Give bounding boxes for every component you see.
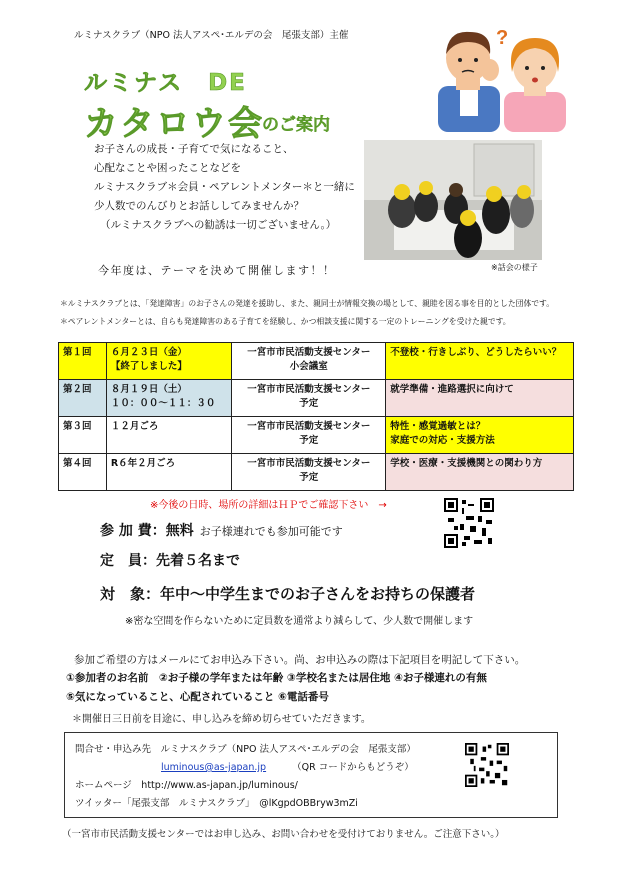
session-date-sub: 【終了しました】 bbox=[110, 361, 187, 372]
fee-text: 参 加 費：無料 bbox=[100, 523, 194, 539]
session-theme-main: 就学準備・進路選択に向けて bbox=[390, 384, 514, 395]
meeting-photo bbox=[364, 140, 542, 260]
session-place-sub: 予定 bbox=[299, 398, 319, 409]
session-place bbox=[232, 380, 386, 417]
intro-line: ルミナスクラブ＊会員・ペアレントメンター＊と一緒に bbox=[94, 181, 355, 193]
session-number: 第３回 bbox=[59, 417, 107, 454]
session-place-sub: 予定 bbox=[299, 435, 319, 446]
session-date bbox=[106, 343, 232, 380]
session-place bbox=[232, 417, 386, 454]
session-place-sub: 小会議室 bbox=[289, 361, 328, 372]
fee-sub: お子様連れでも参加可能です bbox=[199, 525, 343, 538]
apply-intro: 参加ご希望の方はメールにてお申込み下さい。尚、お申込みの際は下記項目を明記して下さい。 bbox=[74, 654, 526, 666]
intro-line: 心配なことや困ったことなどを bbox=[94, 162, 241, 174]
session-place-main: 一宮市市民活動支援センター bbox=[247, 458, 371, 469]
schedule-table bbox=[58, 342, 574, 491]
session-number: 第１回 bbox=[59, 343, 107, 380]
session-place bbox=[232, 343, 386, 380]
session-place-main: 一宮市市民活動支援センター bbox=[247, 384, 371, 395]
intro-line: （ルミナスクラブへの勧誘は一切ございません。） bbox=[100, 219, 337, 231]
hp-note: ※今後の日時、場所の詳細はＨＰでご確認下さい → bbox=[150, 500, 387, 511]
target-row: 対 象：年中～中学生までのお子さんをお持ちの保護者 bbox=[100, 585, 476, 603]
worried-parents-illustration bbox=[420, 20, 570, 132]
email-link[interactable]: luminous@as-japan.jp bbox=[161, 762, 267, 773]
capacity-row: 定 員：先着５名まで bbox=[100, 553, 240, 569]
title-suffix: のご案内 bbox=[262, 115, 330, 135]
session-place-main: 一宮市市民活動支援センター bbox=[247, 347, 371, 358]
footer-note: （一宮市市民活動支援センターではお申し込み、お問い合わせを受付けておりません。ご注意下さい。） bbox=[62, 829, 505, 840]
capacity-note: ※密な空間を作らないために定員数を通常より減らして、少人数で開催します bbox=[125, 616, 474, 627]
table-row bbox=[59, 417, 574, 454]
session-date bbox=[106, 417, 232, 454]
homepage-line[interactable]: ホームページ http://www.as-japan.jp/luminous/ bbox=[75, 780, 298, 791]
session-theme bbox=[386, 417, 574, 454]
qr-code-icon[interactable] bbox=[465, 743, 509, 787]
session-theme-main: 不登校・行きしぶり、どうしたらいい？ bbox=[390, 347, 562, 358]
session-date bbox=[106, 454, 232, 491]
session-theme bbox=[386, 343, 574, 380]
session-theme-sub: 家庭での対応・支援方法 bbox=[390, 435, 495, 446]
title-line-1: ルミナス DE bbox=[84, 70, 247, 96]
organizer-line: ルミナスクラブ（NPO 法人アスペ･エルデの会 尾張支部）主催 bbox=[74, 30, 349, 41]
contact-email-row bbox=[161, 759, 414, 773]
session-date-sub: １０：００～１１：３０ bbox=[110, 398, 216, 409]
session-date-main: ８月１９日（土） bbox=[110, 384, 187, 395]
table-row bbox=[59, 380, 574, 417]
twitter-line[interactable]: ツイッター「尾張支部 ルミナスクラブ」 @lKgpdOBBryw3mZi bbox=[75, 798, 358, 809]
photo-caption: ※話会の様子 bbox=[491, 263, 538, 272]
session-date-main: R６年２月ごろ bbox=[110, 458, 176, 469]
session-theme-main: 学校・医療・支援機関との関わり方 bbox=[390, 458, 543, 469]
session-place-sub: 予定 bbox=[299, 472, 319, 483]
note-luminous: ＊ルミナスクラブとは、「発達障害」のお子さんの発達を援助し、また、親同士が情報交換の場として、親睦を図る事を目的とした団体です。 bbox=[60, 299, 555, 308]
theme-line: 今年度は、テーマを決めて開催します！！ bbox=[98, 264, 336, 277]
deadline-note: ＊開催日三日前を目途に、申し込みを締め切らせていただきます。 bbox=[72, 714, 371, 725]
session-place-main: 一宮市市民活動支援センター bbox=[247, 421, 371, 432]
table-row bbox=[59, 343, 574, 380]
contact-heading: 問合せ・申込み先 ルミナスクラブ（NPO 法人アスペ･エルデの会 尾張支部） bbox=[75, 744, 416, 755]
apply-items-line-2: ⑤気になっていること、心配されていること ⑥電話番号 bbox=[66, 691, 329, 703]
qr-code-icon[interactable] bbox=[444, 498, 494, 548]
apply-items-line-1: ①参加者のお名前 ②お子様の学年または年齢 ③学校名または居住地 ④お子様連れの有無 bbox=[66, 672, 487, 684]
session-theme bbox=[386, 380, 574, 417]
session-place bbox=[232, 454, 386, 491]
fee-row bbox=[100, 520, 343, 540]
session-date-main: １２月ごろ bbox=[110, 421, 159, 432]
intro-line: 少人数でのんびりとお話ししてみませんか？ bbox=[94, 200, 304, 212]
session-number: 第４回 bbox=[59, 454, 107, 491]
session-theme bbox=[386, 454, 574, 491]
svg-text:?: ? bbox=[496, 27, 509, 49]
table-row bbox=[59, 454, 574, 491]
intro-text bbox=[94, 140, 364, 235]
qr-note: （QR コードからもどうぞ） bbox=[292, 762, 414, 773]
contact-box bbox=[64, 732, 558, 818]
title-line-2: カタロウ会 bbox=[84, 104, 264, 144]
session-number: 第２回 bbox=[59, 380, 107, 417]
intro-line: お子さんの成長・子育てで気になること、 bbox=[94, 143, 294, 155]
session-theme-main: 特性・感覚過敏とは？ bbox=[390, 421, 486, 432]
session-date-main: ６月２３日（金） bbox=[110, 347, 187, 358]
note-mentor: ＊ペアレントメンターとは、自らも発達障害のある子育てを経験し、かつ相談支援に関する一定のトレーニングを受けた親です。 bbox=[60, 317, 511, 326]
session-date bbox=[106, 380, 232, 417]
